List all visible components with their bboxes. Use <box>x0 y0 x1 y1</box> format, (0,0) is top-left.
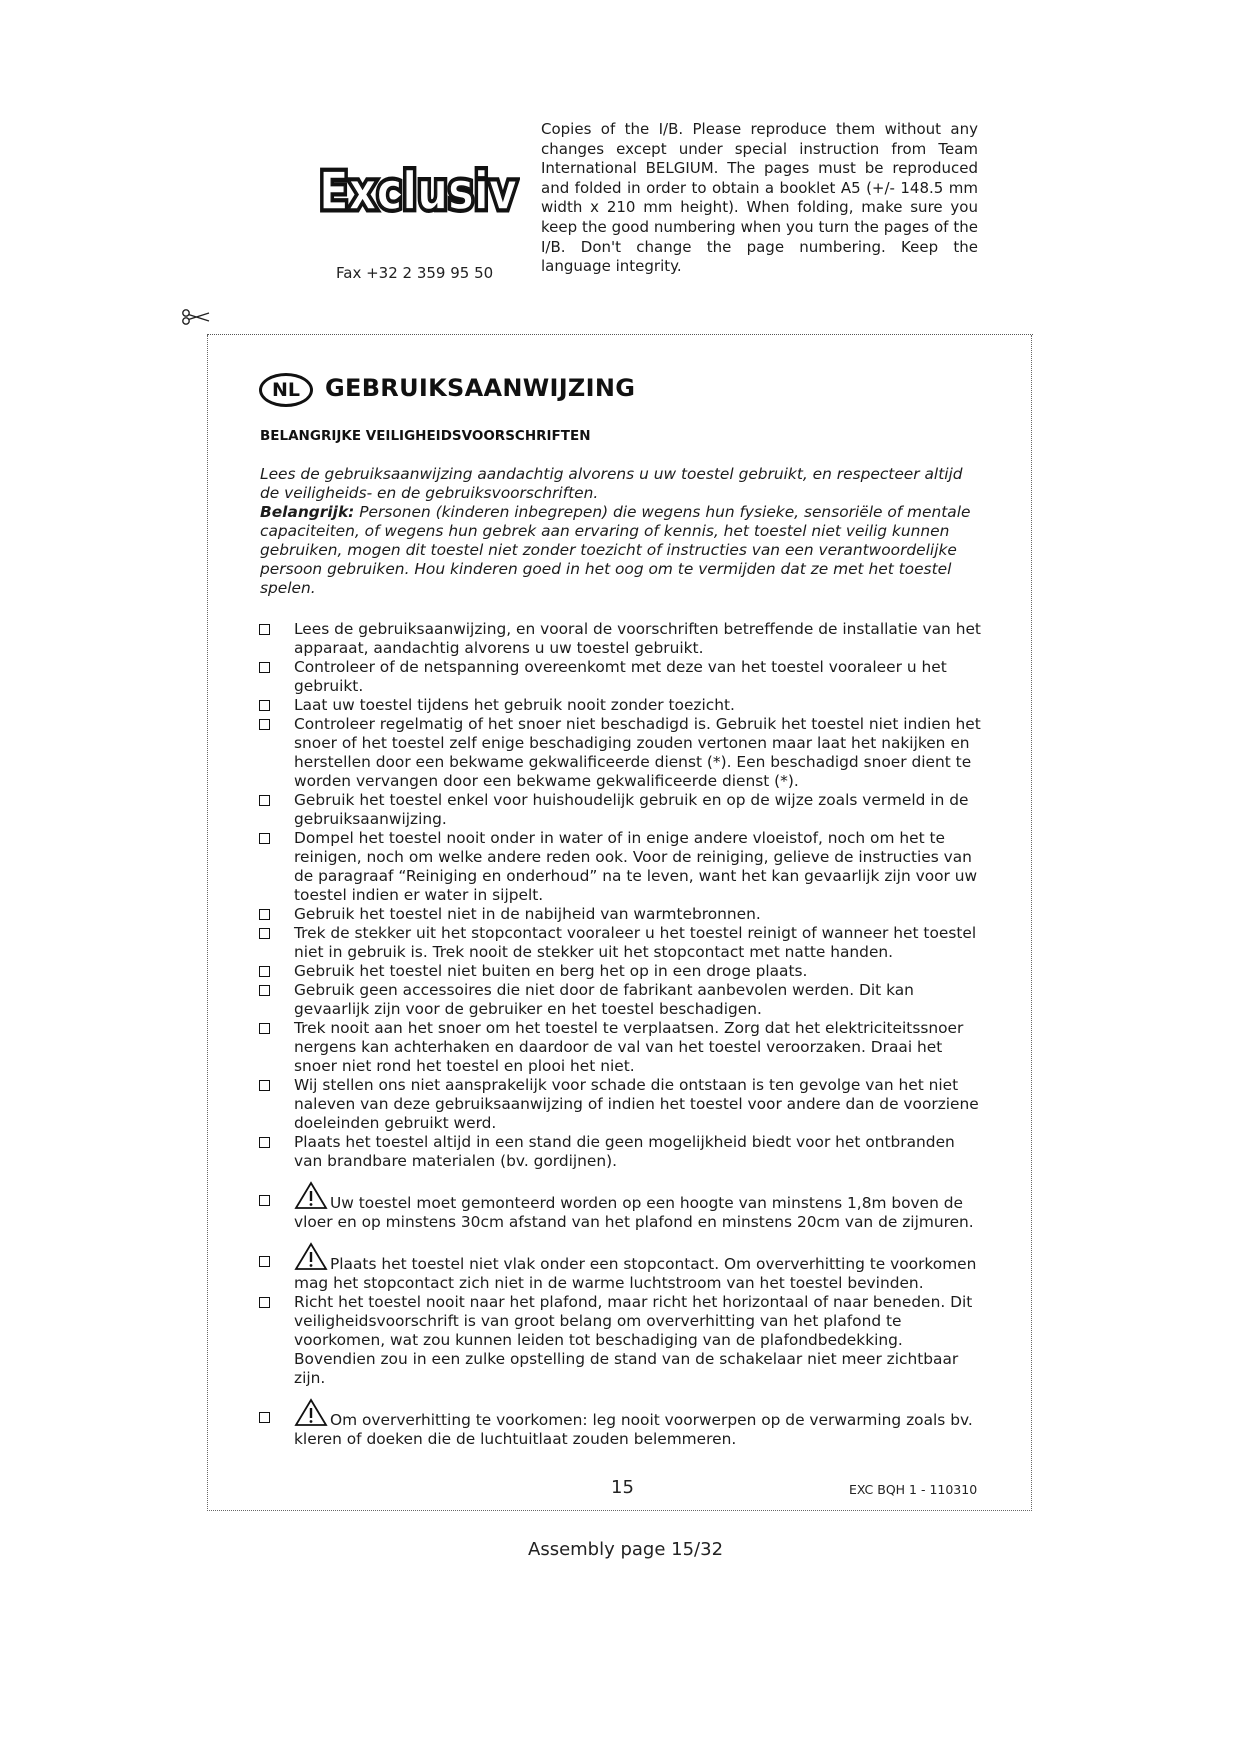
checkbox-bullet-icon <box>259 662 270 673</box>
checkbox-bullet-icon <box>259 985 270 996</box>
section-heading: BELANGRIJKE VEILIGHEIDSVOORSCHRIFTEN <box>260 428 591 444</box>
list-item: Laat uw toestel tijdens het gebruik nooit zonder toezicht. <box>257 696 987 715</box>
list-item: Trek nooit aan het snoer om het toestel te verplaatsen. Zorg dat het elektriciteitssnoer nergens kan achterhaken en daardoor de val van het toestel veroorzaken. Draai het snoer niet rond het toestel en plooi het niet. <box>257 1019 987 1076</box>
page-title: GEBRUIKSAANWIJZING <box>325 374 636 402</box>
checkbox-bullet-icon <box>259 1412 270 1423</box>
svg-text:Exclusiv: Exclusiv <box>319 162 518 218</box>
warning-triangle-icon <box>294 1398 328 1427</box>
important-text: Personen (kinderen inbegrepen) die wegens hun fysieke, sensoriële of mentale capaciteiten, of wegens hun gebrek aan ervaring of kennis, het toestel niet veilig kunnen gebruiken, mogen dit toestel niet zonder toezicht of instructies van een verantwoordelijke persoon gebruiken. Hou kinderen goed in het oog om te vermijden dat ze met het toestel spelen. <box>260 503 971 597</box>
list-item: Trek de stekker uit het stopcontact vooraleer u het toestel reinigt of wanneer het toestel niet in gebruik is. Trek nooit de stekker uit het stopcontact met natte handen. <box>257 924 987 962</box>
svg-text:Exclusiv: Exclusiv <box>319 162 518 218</box>
list-item: Wij stellen ons niet aansprakelijk voor schade die ontstaan is ten gevolge van het niet naleven van deze gebruiksaanwijzing of indien het toestel voor andere dan de voorziene doeleinden gebruikt werd. <box>257 1076 987 1133</box>
list-item: Controleer of de netspanning overeenkomt met deze van het toestel vooraleer u het gebruikt. <box>257 658 987 696</box>
list-item: Om oververhitting te voorkomen: leg nooit voorwerpen op de verwarming zoals bv. kleren of doeken die de luchtuitlaat zouden belemmeren. <box>257 1398 987 1449</box>
list-item: Plaats het toestel niet vlak onder een stopcontact. Om oververhitting te voorkomen mag het stopcontact zich niet in de warme luchtstroom van het toestel bevinden. <box>257 1242 987 1293</box>
fax-number: Fax +32 2 359 95 50 <box>336 264 494 282</box>
exclusiv-logo <box>316 160 520 218</box>
list-item: Gebruik geen accessoires die niet door de fabrikant aanbevolen werden. Dit kan gevaarlijk zijn voor de gebruiker en het toestel beschadigen. <box>257 981 987 1019</box>
checkbox-bullet-icon <box>259 1080 270 1091</box>
page-number: 15 <box>611 1477 634 1498</box>
safety-rules-list <box>257 620 987 1449</box>
checkbox-bullet-icon <box>259 909 270 920</box>
language-badge: NL <box>259 373 313 407</box>
scissors-icon <box>180 308 210 326</box>
list-item: Gebruik het toestel niet buiten en berg het op in een droge plaats. <box>257 962 987 981</box>
checkbox-bullet-icon <box>259 1195 270 1206</box>
checkbox-bullet-icon <box>259 1137 270 1148</box>
checkbox-bullet-icon <box>259 1297 270 1308</box>
checkbox-bullet-icon <box>259 719 270 730</box>
checkbox-bullet-icon <box>259 795 270 806</box>
list-item: Dompel het toestel nooit onder in water of in enige andere vloeistof, noch om het te reinigen, noch om welke andere reden ook. Voor de reiniging, gelieve de instructies van de paragraaf “Reiniging en onderhoud” na te leven, want het kan gevaarlijk zijn voor uw toestel indien er water in sijpelt. <box>257 829 987 905</box>
intro-paragraph: Lees de gebruiksaanwijzing aandachtig alvorens u uw toestel gebruikt, en respecteer altijd de veiligheids- en de gebruiksvoorschriften. <box>260 465 963 502</box>
list-item: Lees de gebruiksaanwijzing, en vooral de voorschriften betreffende de installatie van het apparaat, aandachtig alvorens u uw toestel gebruikt. <box>257 620 987 658</box>
checkbox-bullet-icon <box>259 624 270 635</box>
checkbox-bullet-icon <box>259 1256 270 1267</box>
list-item: Plaats het toestel altijd in een stand die geen mogelijkheid biedt voor het ontbranden van brandbare materialen (bv. gordijnen). <box>257 1133 987 1171</box>
checkbox-bullet-icon <box>259 1023 270 1034</box>
important-label: Belangrijk: <box>260 503 355 521</box>
checkbox-bullet-icon <box>259 833 270 844</box>
model-code: EXC BQH 1 - 110310 <box>849 1482 978 1497</box>
warning-triangle-icon <box>294 1181 328 1210</box>
assembly-page-label: Assembly page 15/32 <box>528 1539 724 1560</box>
warning-triangle-icon <box>294 1242 328 1271</box>
svg-text:Exclusiv: Exclusiv <box>319 162 518 218</box>
checkbox-bullet-icon <box>259 928 270 939</box>
checkbox-bullet-icon <box>259 966 270 977</box>
list-item: Controleer regelmatig of het snoer niet beschadigd is. Gebruik het toestel niet indien het snoer of het toestel zelf enige beschadiging zouden vertonen maar laat het nakijken en herstellen door een bekwame gekwalificeerde dienst (*). Een beschadigd snoer dient te worden vervangen door een bekwame gekwalificeerde dienst (*). <box>257 715 987 791</box>
print-instructions: Copies of the I/B. Please reproduce them without any changes except under special instruction from Team International BELGIUM. The pages must be reproduced and folded in order to obtain a booklet A5 (+/- 148.5 mm width x 210 mm height). When folding, make sure you keep the good numbering when you turn the pages of the I/B. Don't change the page numbering. Keep the language integrity. <box>541 120 978 276</box>
checkbox-bullet-icon <box>259 700 270 711</box>
list-item: Gebruik het toestel enkel voor huishoudelijk gebruik en op de wijze zoals vermeld in de gebruiksaanwijzing. <box>257 791 987 829</box>
list-item: Uw toestel moet gemonteerd worden op een hoogte van minstens 1,8m boven de vloer en op minstens 30cm afstand van het plafond en minstens 20cm van de zijmuren. <box>257 1181 987 1232</box>
list-item: Richt het toestel nooit naar het plafond, maar richt het horizontaal of naar beneden. Dit veiligheidsvoorschrift is van groot belang om oververhitting van het plafond te voorkomen, wat zou kunnen leiden tot beschadiging van de plafondbedekking. Bovendien zou in een zulke opstelling de stand van de schakelaar niet meer zichtbaar zijn. <box>257 1293 987 1388</box>
intro-text <box>260 465 975 598</box>
list-item: Gebruik het toestel niet in de nabijheid van warmtebronnen. <box>257 905 987 924</box>
important-paragraph <box>260 503 975 598</box>
